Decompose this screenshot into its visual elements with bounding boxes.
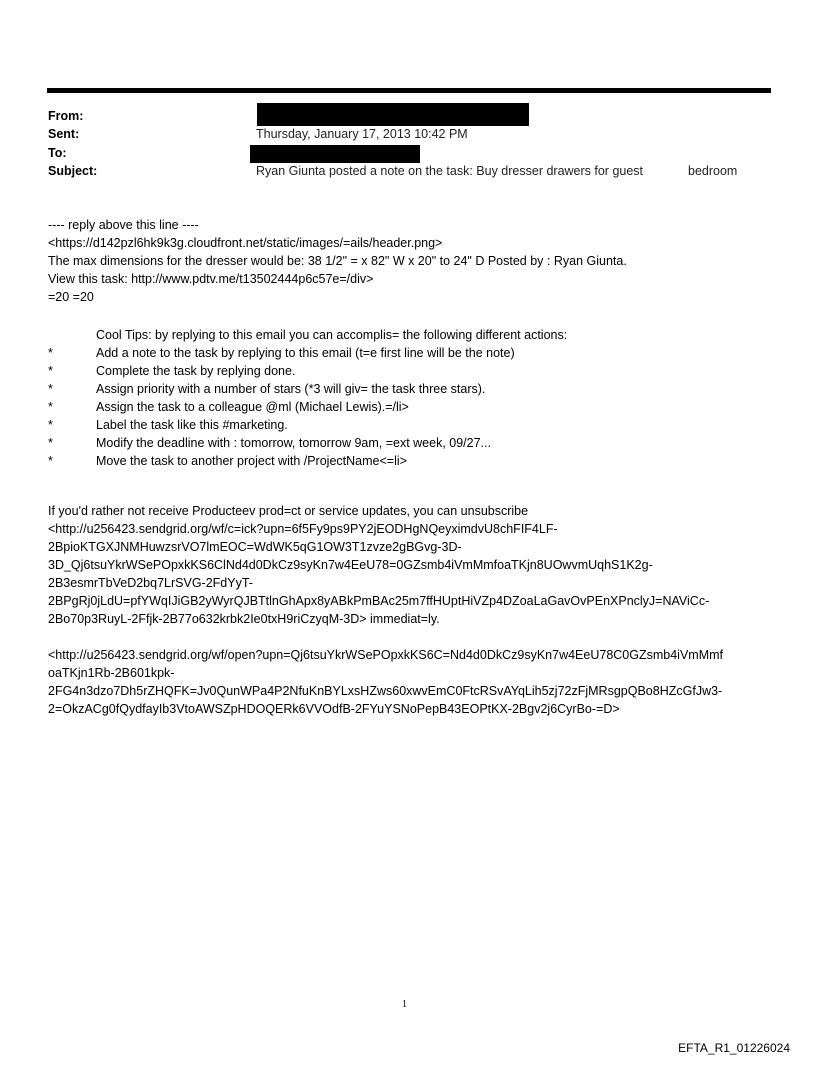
unsubscribe-link[interactable]: 2B3esmrTbVeD2bq7LrSVG-2FdYyT-	[48, 576, 253, 590]
unsubscribe-link[interactable]: <http://u256423.sendgrid.org/wf/c=ick?upn=6f5Fy9ps9PY2jEODHgNQeyximdvU8chFIF4LF-	[48, 522, 558, 536]
to-redaction	[250, 145, 420, 163]
unsubscribe-link[interactable]: 2Bo70p3RuyL-2Ffjk-2B77o632krbk2Ie0txH9riCzyqM-3D> immediat=ly.	[48, 612, 440, 626]
unsubscribe-link[interactable]: 2BPgRj0jLdU=pfYWqIJiGB2yWyrQJBTtlnGhApx8yABkPmBAc25m7ffHUptHiVZp4DZoaLaGavOvPEnXPnclyJ=NAViCc-	[48, 594, 710, 608]
sent-value: Thursday, January 17, 2013 10:42 PM	[256, 127, 468, 141]
page-number: 1	[402, 999, 407, 1010]
unsubscribe-link[interactable]: 2BpioKTGXJNMHuwzsrVO7lmEOC=WdWK5qG1OW3T1zvze2gBGvg-3D-	[48, 540, 462, 554]
list-item: * Add a note to the task by replying to this email (t=e first line will be the note)	[48, 346, 515, 360]
unsubscribe-text: If you'd rather not receive Producteev prod=ct or service updates, you can unsubscribe	[48, 504, 529, 518]
from-label: From:	[48, 109, 84, 123]
bullet-icon: *	[48, 436, 53, 450]
list-item: * Label the task like this #marketing.	[48, 418, 288, 432]
tracking-link[interactable]: 2=OkzACg0fQydfayIb3VtoAWSZpHDOQERk6VVOdfB-2FYuYSNoPepB43EOPtKX-2Bgv2j6CyrBo-=D>	[48, 702, 620, 716]
subject-label: Subject:	[48, 164, 98, 178]
spacer-text: =20 =20	[48, 290, 94, 304]
tracking-link[interactable]: oaTKjn1Rb-2B601kpk-	[48, 666, 175, 680]
bullet-icon: *	[48, 454, 53, 468]
view-task-link[interactable]: View this task: http://www.pdtv.me/t13502444p6c57e=/div>	[48, 272, 374, 286]
bullet-icon: *	[48, 418, 53, 432]
reply-separator: ---- reply above this line ----	[48, 218, 199, 232]
header-image-link[interactable]: <https://d142pzl6hk9k3g.cloudfront.net/static/images/=ails/header.png>	[48, 236, 443, 250]
tips-intro: Cool Tips: by replying to this email you can accomplis= the following different actions:	[96, 328, 568, 342]
header-rule	[47, 88, 771, 93]
unsubscribe-link[interactable]: 3D_Qj6tsuYkrWSePOpxkKS6ClNd4d0DkCz9syKn7w4EeU78=0GZsmb4iVmMmfoaTKjn8UOwvmUqhS1K2g-	[48, 558, 653, 572]
subject-value: Ryan Giunta posted a note on the task: Buy dresser drawers for guest	[256, 164, 644, 178]
note-text: The max dimensions for the dresser would be: 38 1/2" = x 82" W x 20" to 24" D Posted by : Ryan Giunta.	[48, 254, 627, 268]
unsubscribe-section	[48, 502, 778, 628]
bullet-icon: *	[48, 364, 53, 378]
tracking-link[interactable]: <http://u256423.sendgrid.org/wf/open?upn=Qj6tsuYkrWSePOpxkKS6C=Nd4d0DkCz9syKn7w4EeU78C0GZsmb4iVmMmf	[48, 648, 723, 662]
from-redaction	[257, 103, 529, 126]
list-item: * Assign priority with a number of stars (*3 will giv= the task three stars).	[48, 382, 486, 396]
tracking-link-section	[48, 646, 778, 718]
sent-label: Sent:	[48, 127, 80, 141]
bullet-icon: *	[48, 346, 53, 360]
message-body	[48, 216, 778, 306]
list-item: * Modify the deadline with : tomorrow, tomorrow 9am, =ext week, 09/27...	[48, 436, 491, 450]
bates-stamp: EFTA_R1_01226024	[678, 1041, 790, 1055]
list-item: * Assign the task to a colleague @ml (Michael Lewis).=/li>	[48, 400, 409, 414]
tracking-link[interactable]: 2FG4n3dzo7Dh5rZHQFK=Jv0QunWPa4P2NfuKnBYLxsHZws60xwvEmC0FtcRSvAYqLih5zj72zFjMRsgpQBo8HZcGfJw3-	[48, 684, 723, 698]
list-item: * Complete the task by replying done.	[48, 364, 296, 378]
tips-section	[48, 326, 778, 470]
subject-value-tail: bedroom	[688, 164, 738, 178]
list-item: * Move the task to another project with /ProjectName<=li>	[48, 454, 407, 468]
bullet-icon: *	[48, 400, 53, 414]
to-label: To:	[48, 146, 67, 160]
bullet-icon: *	[48, 382, 53, 396]
